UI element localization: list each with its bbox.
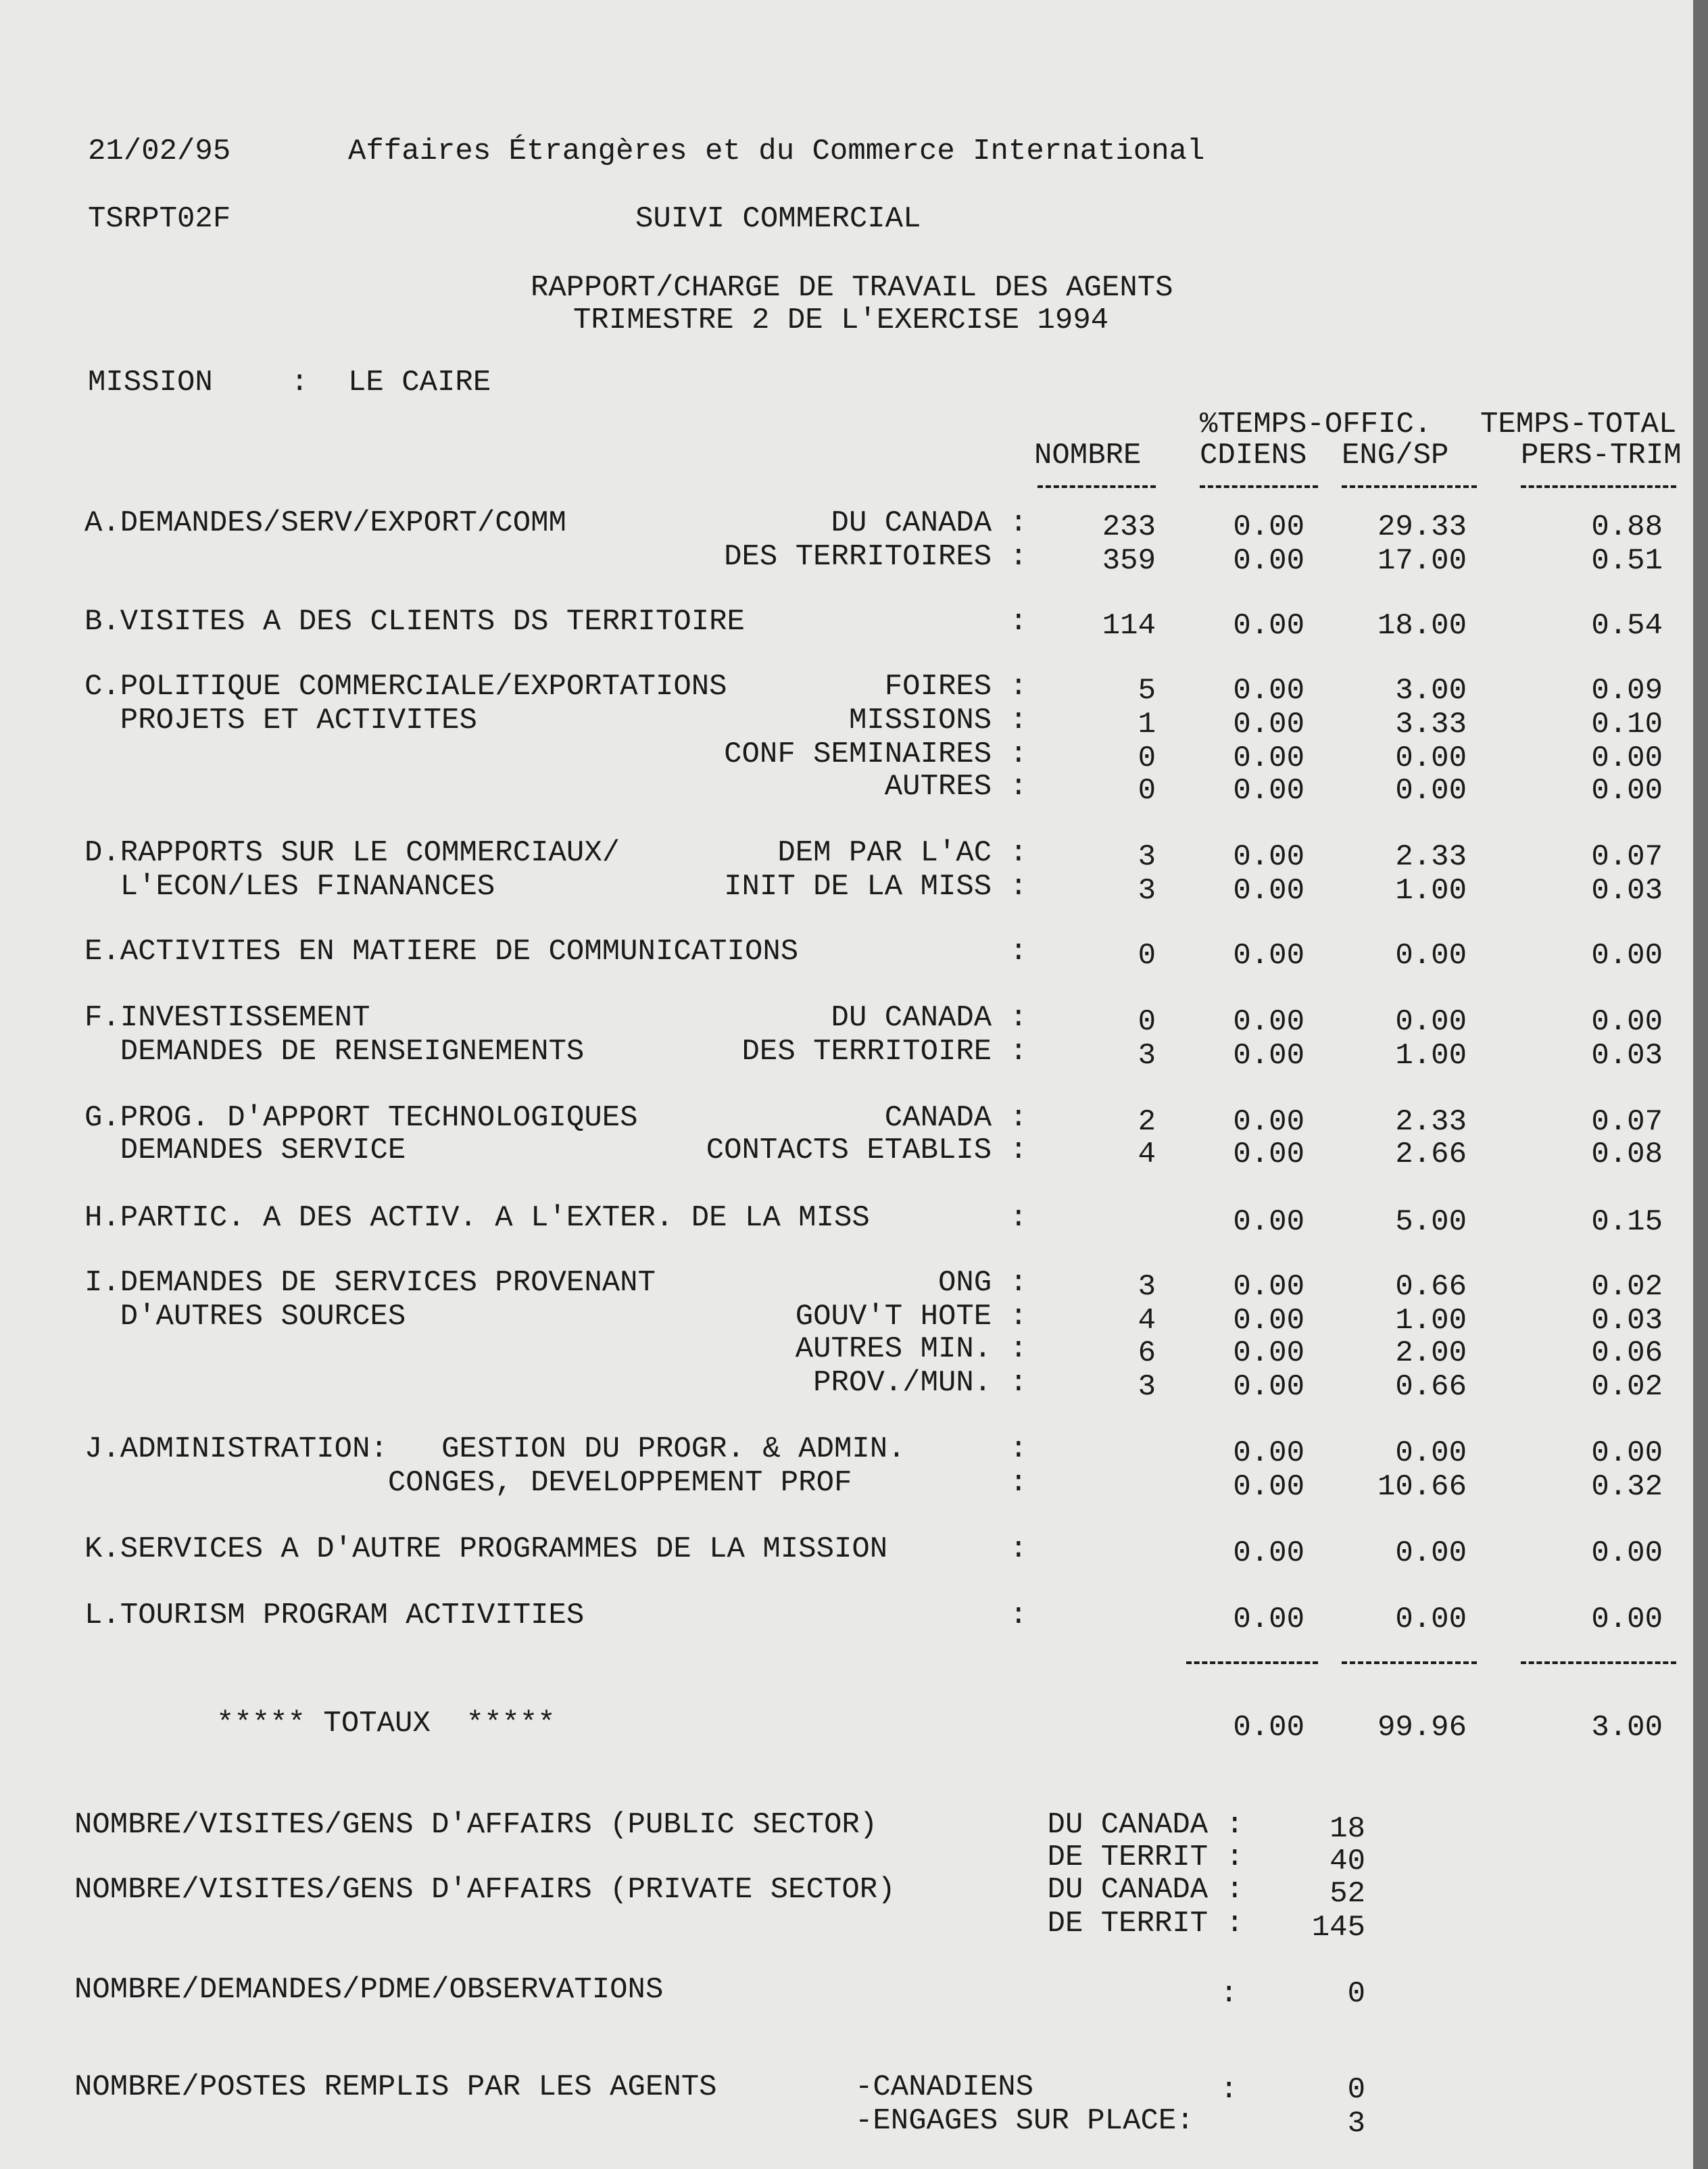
system-name: SUIVI COMMERCIAL bbox=[635, 202, 921, 236]
column-group-temps-offic: %TEMPS-OFFIC. bbox=[1200, 408, 1432, 441]
row-engsp: 5.00 bbox=[1395, 1205, 1467, 1239]
row-engsp: 17.00 bbox=[1377, 544, 1467, 578]
row-sublabel: DU CANADA : bbox=[831, 506, 1027, 540]
row-nombre: 3 bbox=[1138, 840, 1156, 874]
column-pers-trim: PERS-TRIM bbox=[1521, 439, 1682, 472]
report-code: TSRPT02F bbox=[88, 202, 231, 236]
row-label: J.ADMINISTRATION: GESTION DU PROGR. & ADMIN. bbox=[84, 1432, 906, 1466]
scan-edge bbox=[1693, 0, 1708, 2169]
row-sublabel: : bbox=[1009, 1201, 1027, 1235]
row-cdiens: 0.00 bbox=[1233, 1336, 1304, 1370]
row-label: B.VISITES A DES CLIENTS DS TERRITOIRE bbox=[84, 605, 745, 639]
row-label: H.PARTIC. A DES ACTIV. A L'EXTER. DE LA MISS bbox=[84, 1201, 870, 1235]
row-nombre: 3 bbox=[1138, 1370, 1156, 1404]
row-pers-trim: 0.88 bbox=[1591, 510, 1663, 544]
totals-label: ***** TOTAUX ***** bbox=[216, 1707, 556, 1740]
visits-sublabel: DE TERRIT : bbox=[1047, 1841, 1244, 1874]
row-cdiens: 0.00 bbox=[1233, 874, 1304, 908]
underline-cdiens bbox=[1200, 485, 1318, 488]
row-pers-trim: 0.10 bbox=[1591, 708, 1663, 741]
row-nombre: 5 bbox=[1138, 674, 1156, 708]
row-pers-trim: 0.00 bbox=[1591, 1536, 1663, 1570]
row-pers-trim: 0.00 bbox=[1591, 1436, 1663, 1470]
row-engsp: 2.00 bbox=[1395, 1336, 1467, 1370]
row-engsp: 0.66 bbox=[1395, 1370, 1467, 1404]
row-sublabel: AUTRES : bbox=[884, 770, 1027, 804]
row-sublabel: AUTRES MIN. : bbox=[795, 1332, 1027, 1366]
row-nombre: 2 bbox=[1138, 1105, 1156, 1139]
row-cdiens: 0.00 bbox=[1233, 1105, 1304, 1139]
underline-total-cdiens bbox=[1186, 1661, 1318, 1664]
row-cdiens: 0.00 bbox=[1233, 708, 1304, 741]
postes-engages-value: 3 bbox=[1347, 2107, 1365, 2141]
row-pers-trim: 0.51 bbox=[1591, 544, 1663, 578]
row-cdiens: 0.00 bbox=[1233, 1370, 1304, 1404]
row-sublabel: CANADA : bbox=[884, 1101, 1027, 1135]
row-pers-trim: 0.32 bbox=[1591, 1470, 1663, 1504]
row-label: DEMANDES DE RENSEIGNEMENTS bbox=[84, 1035, 585, 1069]
visits-value: 40 bbox=[1329, 1845, 1365, 1878]
report-period: TRIMESTRE 2 DE L'EXERCISE 1994 bbox=[573, 303, 1109, 337]
row-engsp: 1.00 bbox=[1395, 874, 1467, 908]
visits-label: NOMBRE/VISITES/GENS D'AFFAIRS (PRIVATE SECTOR) bbox=[74, 1873, 896, 1907]
row-engsp: 1.00 bbox=[1395, 1304, 1467, 1338]
postes-canadiens-label: -CANADIENS bbox=[855, 2070, 1034, 2104]
row-label: C.POLITIQUE COMMERCIALE/EXPORTATIONS bbox=[84, 670, 727, 704]
row-label: PROJETS ET ACTIVITES bbox=[84, 704, 477, 737]
visits-value: 145 bbox=[1311, 1911, 1365, 1945]
row-sublabel: CONF SEMINAIRES : bbox=[724, 737, 1027, 771]
row-nombre: 0 bbox=[1138, 939, 1156, 973]
row-engsp: 2.66 bbox=[1395, 1138, 1467, 1171]
visits-sublabel: DU CANADA : bbox=[1047, 1808, 1244, 1842]
row-nombre: 6 bbox=[1138, 1336, 1156, 1370]
row-sublabel: DEM PAR L'AC : bbox=[777, 836, 1027, 870]
row-nombre: 4 bbox=[1138, 1304, 1156, 1338]
row-pers-trim: 0.02 bbox=[1591, 1370, 1663, 1404]
total-engsp: 99.96 bbox=[1377, 1711, 1467, 1745]
row-engsp: 3.33 bbox=[1395, 708, 1467, 741]
row-sublabel: MISSIONS : bbox=[848, 704, 1027, 737]
row-engsp: 0.00 bbox=[1395, 774, 1467, 808]
row-pers-trim: 0.03 bbox=[1591, 1039, 1663, 1073]
row-sublabel: INIT DE LA MISS : bbox=[724, 870, 1027, 904]
row-pers-trim: 0.00 bbox=[1591, 1603, 1663, 1636]
underline-total-pers bbox=[1521, 1661, 1676, 1664]
row-label: L'ECON/LES FINANANCES bbox=[84, 870, 495, 904]
row-pers-trim: 0.03 bbox=[1591, 1304, 1663, 1338]
row-engsp: 0.00 bbox=[1395, 741, 1467, 775]
row-sublabel: : bbox=[1009, 1432, 1027, 1466]
row-pers-trim: 0.02 bbox=[1591, 1270, 1663, 1304]
postes-canadiens-value: 0 bbox=[1347, 2073, 1365, 2107]
row-cdiens: 0.00 bbox=[1233, 544, 1304, 578]
row-label: I.DEMANDES DE SERVICES PROVENANT bbox=[84, 1266, 656, 1300]
row-sublabel: ONG : bbox=[937, 1266, 1027, 1300]
underline-total-engsp bbox=[1342, 1661, 1477, 1664]
row-engsp: 1.00 bbox=[1395, 1039, 1467, 1073]
row-sublabel: DU CANADA : bbox=[831, 1001, 1027, 1035]
row-nombre: 1 bbox=[1138, 708, 1156, 741]
row-sublabel: FOIRES : bbox=[884, 670, 1027, 704]
row-nombre: 0 bbox=[1138, 1005, 1156, 1039]
postes-canadiens-separator: : bbox=[1220, 2073, 1238, 2107]
row-cdiens: 0.00 bbox=[1233, 939, 1304, 973]
underline-pers-trim bbox=[1521, 485, 1676, 488]
row-nombre: 3 bbox=[1138, 1270, 1156, 1304]
total-cdiens: 0.00 bbox=[1233, 1711, 1304, 1745]
row-engsp: 29.33 bbox=[1377, 510, 1467, 544]
row-sublabel: : bbox=[1009, 1532, 1027, 1566]
row-cdiens: 0.00 bbox=[1233, 1536, 1304, 1570]
visits-sublabel: DE TERRIT : bbox=[1047, 1907, 1244, 1941]
row-label: A.DEMANDES/SERV/EXPORT/COMM bbox=[84, 506, 566, 540]
row-nombre: 4 bbox=[1138, 1138, 1156, 1171]
row-cdiens: 0.00 bbox=[1233, 1304, 1304, 1338]
row-cdiens: 0.00 bbox=[1233, 510, 1304, 544]
column-nombre: NOMBRE bbox=[1034, 439, 1142, 472]
row-label: CONGES, DEVELOPPEMENT PROF bbox=[84, 1466, 852, 1500]
row-pers-trim: 0.08 bbox=[1591, 1138, 1663, 1171]
row-sublabel: : bbox=[1009, 605, 1027, 639]
row-cdiens: 0.00 bbox=[1233, 1603, 1304, 1636]
row-label: G.PROG. D'APPORT TECHNOLOGIQUES bbox=[84, 1101, 638, 1135]
row-engsp: 18.00 bbox=[1377, 609, 1467, 643]
row-sublabel: GOUV'T HOTE : bbox=[795, 1300, 1027, 1334]
total-pers-trim: 3.00 bbox=[1591, 1711, 1663, 1745]
row-cdiens: 0.00 bbox=[1233, 1270, 1304, 1304]
row-engsp: 0.00 bbox=[1395, 1436, 1467, 1470]
row-sublabel: CONTACTS ETABLIS : bbox=[706, 1134, 1027, 1167]
visits-label: NOMBRE/VISITES/GENS D'AFFAIRS (PUBLIC SECTOR) bbox=[74, 1808, 878, 1842]
row-sublabel: : bbox=[1009, 935, 1027, 969]
row-engsp: 0.00 bbox=[1395, 1005, 1467, 1039]
row-cdiens: 0.00 bbox=[1233, 774, 1304, 808]
row-engsp: 0.00 bbox=[1395, 1536, 1467, 1570]
row-cdiens: 0.00 bbox=[1233, 1205, 1304, 1239]
row-cdiens: 0.00 bbox=[1233, 1005, 1304, 1039]
row-nombre: 114 bbox=[1102, 609, 1156, 643]
pdme-separator: : bbox=[1220, 1977, 1238, 2011]
postes-label: NOMBRE/POSTES REMPLIS PAR LES AGENTS bbox=[74, 2070, 717, 2104]
row-sublabel: DES TERRITOIRE : bbox=[741, 1035, 1027, 1069]
report-date: 21/02/95 bbox=[88, 135, 231, 168]
row-pers-trim: 0.54 bbox=[1591, 609, 1663, 643]
row-nombre: 0 bbox=[1138, 741, 1156, 775]
mission-name: LE CAIRE bbox=[348, 366, 491, 399]
column-cdiens: CDIENS bbox=[1200, 439, 1307, 472]
underline-nombre bbox=[1038, 485, 1156, 488]
row-cdiens: 0.00 bbox=[1233, 609, 1304, 643]
row-cdiens: 0.00 bbox=[1233, 674, 1304, 708]
row-engsp: 10.66 bbox=[1377, 1470, 1467, 1504]
row-cdiens: 0.00 bbox=[1233, 1470, 1304, 1504]
row-nombre: 233 bbox=[1102, 510, 1156, 544]
row-pers-trim: 0.00 bbox=[1591, 774, 1663, 808]
visits-sublabel: DU CANADA : bbox=[1047, 1873, 1244, 1907]
row-sublabel: DES TERRITOIRES : bbox=[724, 540, 1027, 574]
row-pers-trim: 0.03 bbox=[1591, 874, 1663, 908]
row-cdiens: 0.00 bbox=[1233, 1436, 1304, 1470]
visits-value: 52 bbox=[1329, 1877, 1365, 1911]
row-nombre: 3 bbox=[1138, 874, 1156, 908]
report-title: RAPPORT/CHARGE DE TRAVAIL DES AGENTS bbox=[531, 271, 1173, 305]
row-pers-trim: 0.06 bbox=[1591, 1336, 1663, 1370]
row-label: K.SERVICES A D'AUTRE PROGRAMMES DE LA MISSION bbox=[84, 1532, 888, 1566]
row-sublabel: PROV./MUN. : bbox=[813, 1366, 1027, 1400]
row-label: D'AUTRES SOURCES bbox=[84, 1300, 406, 1334]
row-pers-trim: 0.00 bbox=[1591, 939, 1663, 973]
row-engsp: 2.33 bbox=[1395, 1105, 1467, 1139]
department-name: Affaires Étrangères et du Commerce International bbox=[348, 135, 1205, 168]
postes-engages-label: -ENGAGES SUR PLACE: bbox=[855, 2104, 1194, 2138]
column-engsp: ENG/SP bbox=[1342, 439, 1449, 472]
row-pers-trim: 0.09 bbox=[1591, 674, 1663, 708]
visits-value: 18 bbox=[1329, 1812, 1365, 1846]
row-engsp: 3.00 bbox=[1395, 674, 1467, 708]
row-nombre: 0 bbox=[1138, 774, 1156, 808]
row-pers-trim: 0.00 bbox=[1591, 741, 1663, 775]
row-label: E.ACTIVITES EN MATIERE DE COMMUNICATIONS bbox=[84, 935, 799, 969]
row-sublabel: : bbox=[1009, 1599, 1027, 1632]
mission-label: MISSION bbox=[88, 366, 213, 399]
row-cdiens: 0.00 bbox=[1233, 1039, 1304, 1073]
row-label: L.TOURISM PROGRAM ACTIVITIES bbox=[84, 1599, 585, 1632]
row-pers-trim: 0.07 bbox=[1591, 1105, 1663, 1139]
row-engsp: 2.33 bbox=[1395, 840, 1467, 874]
row-nombre: 3 bbox=[1138, 1039, 1156, 1073]
row-cdiens: 0.00 bbox=[1233, 1138, 1304, 1171]
row-pers-trim: 0.15 bbox=[1591, 1205, 1663, 1239]
row-engsp: 0.00 bbox=[1395, 939, 1467, 973]
row-label: DEMANDES SERVICE bbox=[84, 1134, 406, 1167]
row-cdiens: 0.00 bbox=[1233, 840, 1304, 874]
row-engsp: 0.00 bbox=[1395, 1603, 1467, 1636]
pdme-label: NOMBRE/DEMANDES/PDME/OBSERVATIONS bbox=[74, 1973, 664, 2007]
row-engsp: 0.66 bbox=[1395, 1270, 1467, 1304]
pdme-value: 0 bbox=[1347, 1977, 1365, 2011]
row-label: F.INVESTISSEMENT bbox=[84, 1001, 370, 1035]
row-pers-trim: 0.00 bbox=[1591, 1005, 1663, 1039]
row-cdiens: 0.00 bbox=[1233, 741, 1304, 775]
mission-separator: : bbox=[291, 366, 309, 399]
underline-engsp bbox=[1342, 485, 1477, 488]
row-sublabel: : bbox=[1009, 1466, 1027, 1500]
row-pers-trim: 0.07 bbox=[1591, 840, 1663, 874]
row-nombre: 359 bbox=[1102, 544, 1156, 578]
column-group-temps-total: TEMPS-TOTAL bbox=[1480, 408, 1677, 441]
row-label: D.RAPPORTS SUR LE COMMERCIAUX/ bbox=[84, 836, 620, 870]
